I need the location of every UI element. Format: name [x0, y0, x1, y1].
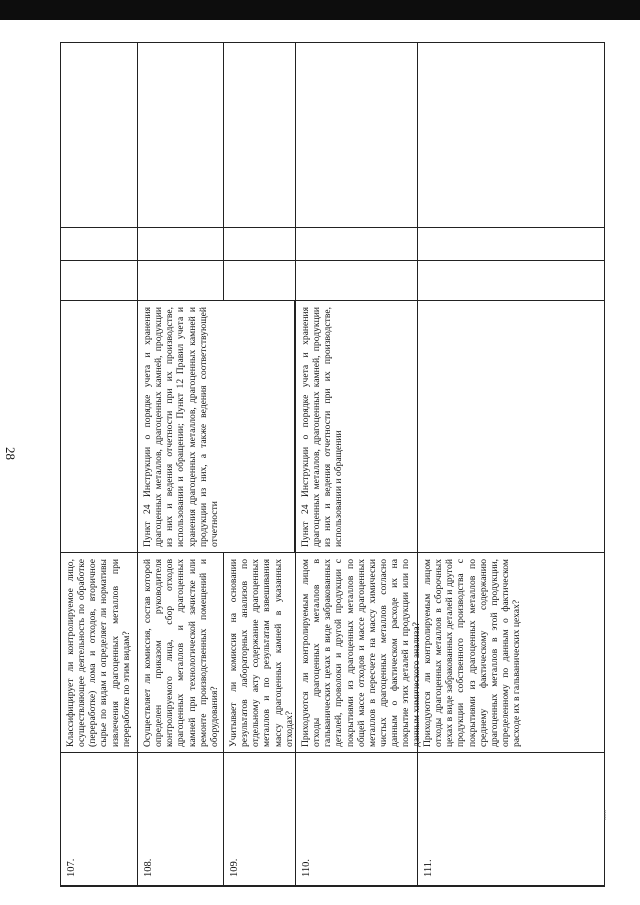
question-text: Приходуются ли контролируемым лицом отходы драгоценных металлов в сборочных цехах в виде забракованных деталей и другой продукции собственного производства с покрытиями из драгоценных металлов по среднему фактическому содержанию драгоценных металлов в этой продукции, определенному по данным о фактическом расходе их в гальванических цехах?: [422, 559, 522, 747]
requirement-cell-merged: [137, 301, 295, 553]
question-cell: [224, 553, 295, 753]
comment-cell: [61, 43, 137, 143]
number-cell: [138, 753, 223, 886]
question-cell: [61, 553, 137, 753]
answer-na-cell: [296, 143, 417, 228]
answer-na-cell: [418, 143, 604, 228]
answer-no-cell: [418, 228, 604, 261]
requirement-cell: [61, 301, 137, 553]
question-text: Осуществляет ли комиссия, состав которой определен приказом руководителя контролируемого лица, сбор отходов драгоценных металлов и драгоценных камней при технологической зачистке или ремонте производственных помещений и оборудования?: [142, 559, 220, 747]
question-text: Классифицирует ли контролируемое лицо, осуществляющее деятельность по обработке (переработке) лома и отходов, вторичное сырье по видам и определяет ли нормативы извлечения драгоценных металлов при переработке по этим видам?: [65, 559, 132, 747]
answer-no-cell: [61, 228, 137, 261]
scan-top-border: [0, 0, 640, 20]
row-number: 108.: [143, 858, 154, 877]
row-number: 110.: [301, 859, 312, 877]
row-number: 111.: [423, 859, 434, 877]
answer-no-cell: [224, 228, 295, 261]
checklist-table: [60, 42, 605, 887]
question-cell: [138, 553, 223, 753]
row-number: 109.: [229, 858, 240, 877]
requirement-cell: [296, 301, 417, 553]
row-number: 107.: [66, 858, 77, 877]
answer-no-cell: [296, 228, 417, 261]
number-cell: [224, 753, 295, 886]
answer-no-cell: [138, 228, 223, 261]
number-cell: [418, 753, 607, 886]
table-row: [61, 43, 137, 886]
number-cell: [61, 753, 137, 886]
question-cell: [418, 553, 604, 753]
answer-yes-cell: [61, 261, 137, 301]
table-row: [295, 43, 423, 886]
answer-yes-cell: [224, 261, 295, 301]
number-cell: [296, 753, 417, 886]
answer-na-cell: [224, 143, 295, 228]
requirement-text: Пункт 24 Инструкции о порядке учета и хранения драгоценных металлов, драгоценных камней, продукции из них и ведения отчетности при их производстве, использовании и обращении: [300, 307, 345, 547]
requirement-text: Пункт 24 Инструкции о порядке учета и хранения драгоценных металлов, драгоценных камней, продукции из них и ведения отчетности при их производстве, использовании и обращении; Пункт 12 Правил учета и хранения драгоценных металлов, драгоценных камней и продукции из них, а также ведения соответствующей отчетности: [142, 307, 220, 547]
comment-cell: [138, 43, 223, 143]
requirement-cell: [418, 301, 604, 553]
answer-na-cell: [138, 143, 223, 228]
question-text: Приходуются ли контролируемым лицом отходы драгоценных металлов в гальванических цехах в виде забракованных деталей, проволоки и другой продукции с покрытиями из драгоценных металлов по общей массе отходов и массе драгоценных металлов в пересчете на массу химически чистых драгоценных металлов согласно данным о фактическом расходе их на покрытие этих деталей и продукции или по данным химического анализа?: [300, 559, 423, 747]
answer-na-cell: [61, 143, 137, 228]
comment-cell: [224, 43, 295, 143]
question-text: Учитывает ли комиссия на основании результатов лабораторных анализов по отдельному акту содержание драгоценных металлов и по результатам взвешивания массу драгоценных камней в указанных отходах?: [228, 559, 295, 747]
table-row: [417, 43, 607, 886]
comment-cell: [418, 43, 604, 143]
answer-yes-cell: [296, 261, 417, 301]
answer-yes-cell: [138, 261, 223, 301]
scan-mark: ⸽: [604, 810, 607, 820]
question-cell: [296, 553, 423, 753]
page-number: 28: [3, 447, 18, 460]
comment-cell: [296, 43, 417, 143]
answer-yes-cell: [418, 261, 604, 301]
